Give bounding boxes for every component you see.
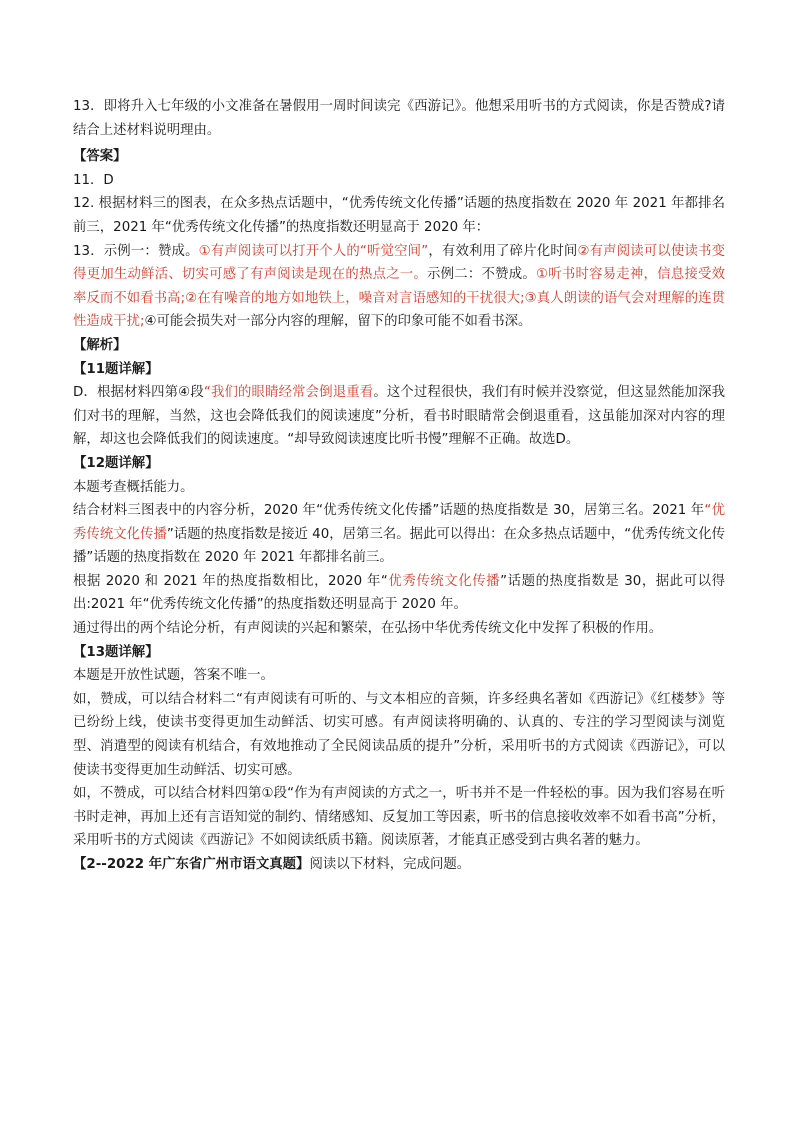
answer-13-point-3: ①听书时容易走神，信息接受效率反而不如看书高;: [73, 267, 726, 306]
detail-12-para-3: [73, 570, 725, 617]
answer-13-mid-1: ，有效利用了碎片化时间: [428, 243, 578, 259]
detail-11-heading: 【11题详解】: [73, 361, 159, 377]
answer-13-point-1: ①有声阅读可以打开个人的“听觉空间”: [198, 243, 429, 259]
detail-13-heading: 【13题详解】: [73, 644, 159, 660]
detail-11-text-a: D．根据材料四第④段: [73, 385, 204, 401]
answer-13-point-2: ②有声阅读可以使读书变得更加生动鲜活、切实可感了有声阅读是现在的热点之一。: [73, 243, 725, 283]
next-section-line: [73, 853, 725, 877]
answer-13-prefix: 13．示例一：赞成。: [73, 243, 199, 259]
detail-11-text-b: 。这个过程很快，我们有时候并没察觉，但这显然能加深我们对书的理解，当然，这也会降低我们的阅读速度”分析，看书时眼睛常会倒退重看，这虽能加深对内容的理解，却这也会降低我们的阅读速度。“却导致阅读速度比听书慢”理解不正确。故选D。: [73, 385, 726, 448]
detail-12-para-3-quote: 优秀传统文化传播: [387, 573, 501, 589]
detail-12-para-1: 本题考查概括能力。: [73, 479, 194, 495]
answer-13-example-2: 示例二：不赞成。: [427, 267, 536, 283]
detail-13-para-1: 本题是开放性试题，答案不唯一。: [73, 668, 274, 684]
detail-12-para-4: 通过得出的两个结论分析，有声阅读的兴起和繁荣，在弘扬中华优秀传统文化中发挥了积极的作用。: [73, 621, 663, 637]
answer-heading: 【答案】: [73, 149, 127, 165]
answer-13-point-5: ③真人朗读的语气会对理解的连贯性造成干扰;: [73, 290, 725, 330]
answer-13-point-4: ②在有噪音的地方如地铁上，噪音对言语感知的干扰很大;: [185, 290, 525, 306]
answer-13: [73, 240, 725, 334]
detail-13-para-2: 如，赞成，可以结合材料二“有声阅读有可听的、与文本相应的音频，许多经典名著如《西游记》《红楼梦》等已纷纷上线，使读书变得更加生动鲜活、切实可感。有声阅读将明确的、认真的、专注的学习型阅读与浏览型、消遣型的阅读有机结合，有效地推动了全民阅读品质的提升”分析，采用听书的方式阅读《西游记》，可以使读书变得更加生动鲜活、切实可感。: [73, 691, 725, 778]
document-content: [73, 95, 725, 877]
detail-12-para-3-a: 根据 2020 和 2021 年的热度指数相比，2020 年“: [73, 573, 388, 589]
detail-12-para-2-b: ”话题的热度指数是接近 40，居第三名。据此可以得出：在众多热点话题中，“优秀传统文化传播”话题的热度指数在 2020 年 2021 年都排名前三。: [73, 526, 725, 566]
detail-11-quote: “我们的眼睛经常会倒退重看: [203, 385, 374, 401]
analysis-heading: 【解析】: [73, 337, 127, 353]
detail-13-para-3: 如，不赞成，可以结合材料四第①段“作为有声阅读的方式之一，听书并不是一件轻松的事。因为我们容易在听书时走神，再加上还有言语知觉的制约、情绪感知、反复加工等因素，听书的信息接收效率不如看书高”分析，采用听书的方式阅读《西游记》不如阅读纸质书籍。阅读原著，才能真正感受到古典名著的魅力。: [73, 786, 725, 849]
detail-12-heading: 【12题详解】: [73, 455, 159, 471]
next-section-instruction: 阅读以下材料，完成问题。: [309, 857, 471, 872]
next-section-source: 【2--2022 年广东省广州市语文真题】: [73, 857, 310, 872]
question-13: 13．即将升入七年级的小文准备在暑假用一周时间读完《西游记》。他想采用听书的方式阅读，你是否赞成?请结合上述材料说明理由。: [73, 99, 725, 138]
answer-12: 12. 根据材料三的图表，在众多热点话题中，“优秀传统文化传播”话题的热度指数在 2020 年 2021 年都排名前三，2021 年“优秀传统文化传播”的热度指数还明显高于 2020 年：: [73, 196, 725, 235]
detail-12-para-2: [73, 499, 725, 570]
answer-13-point-6: ④可能会损失对一部分内容的理解，留下的印象可能不如看书深。: [144, 314, 532, 330]
detail-11-text: [73, 381, 725, 452]
answer-11: 11．D: [73, 172, 114, 188]
detail-12-para-2-a: 结合材料三图表中的内容分析，2020 年“优秀传统文化传播”话题的热度指数是 30，居第三名。2021 年: [73, 503, 705, 519]
detail-12-para-3-b: ”话题的热度指数是 30，据此可以得出:2021 年“优秀传统文化传播”的热度指数还明显高于 2020 年。: [73, 573, 726, 613]
detail-12-para-2-quote: “优秀传统文化传播: [73, 503, 725, 542]
